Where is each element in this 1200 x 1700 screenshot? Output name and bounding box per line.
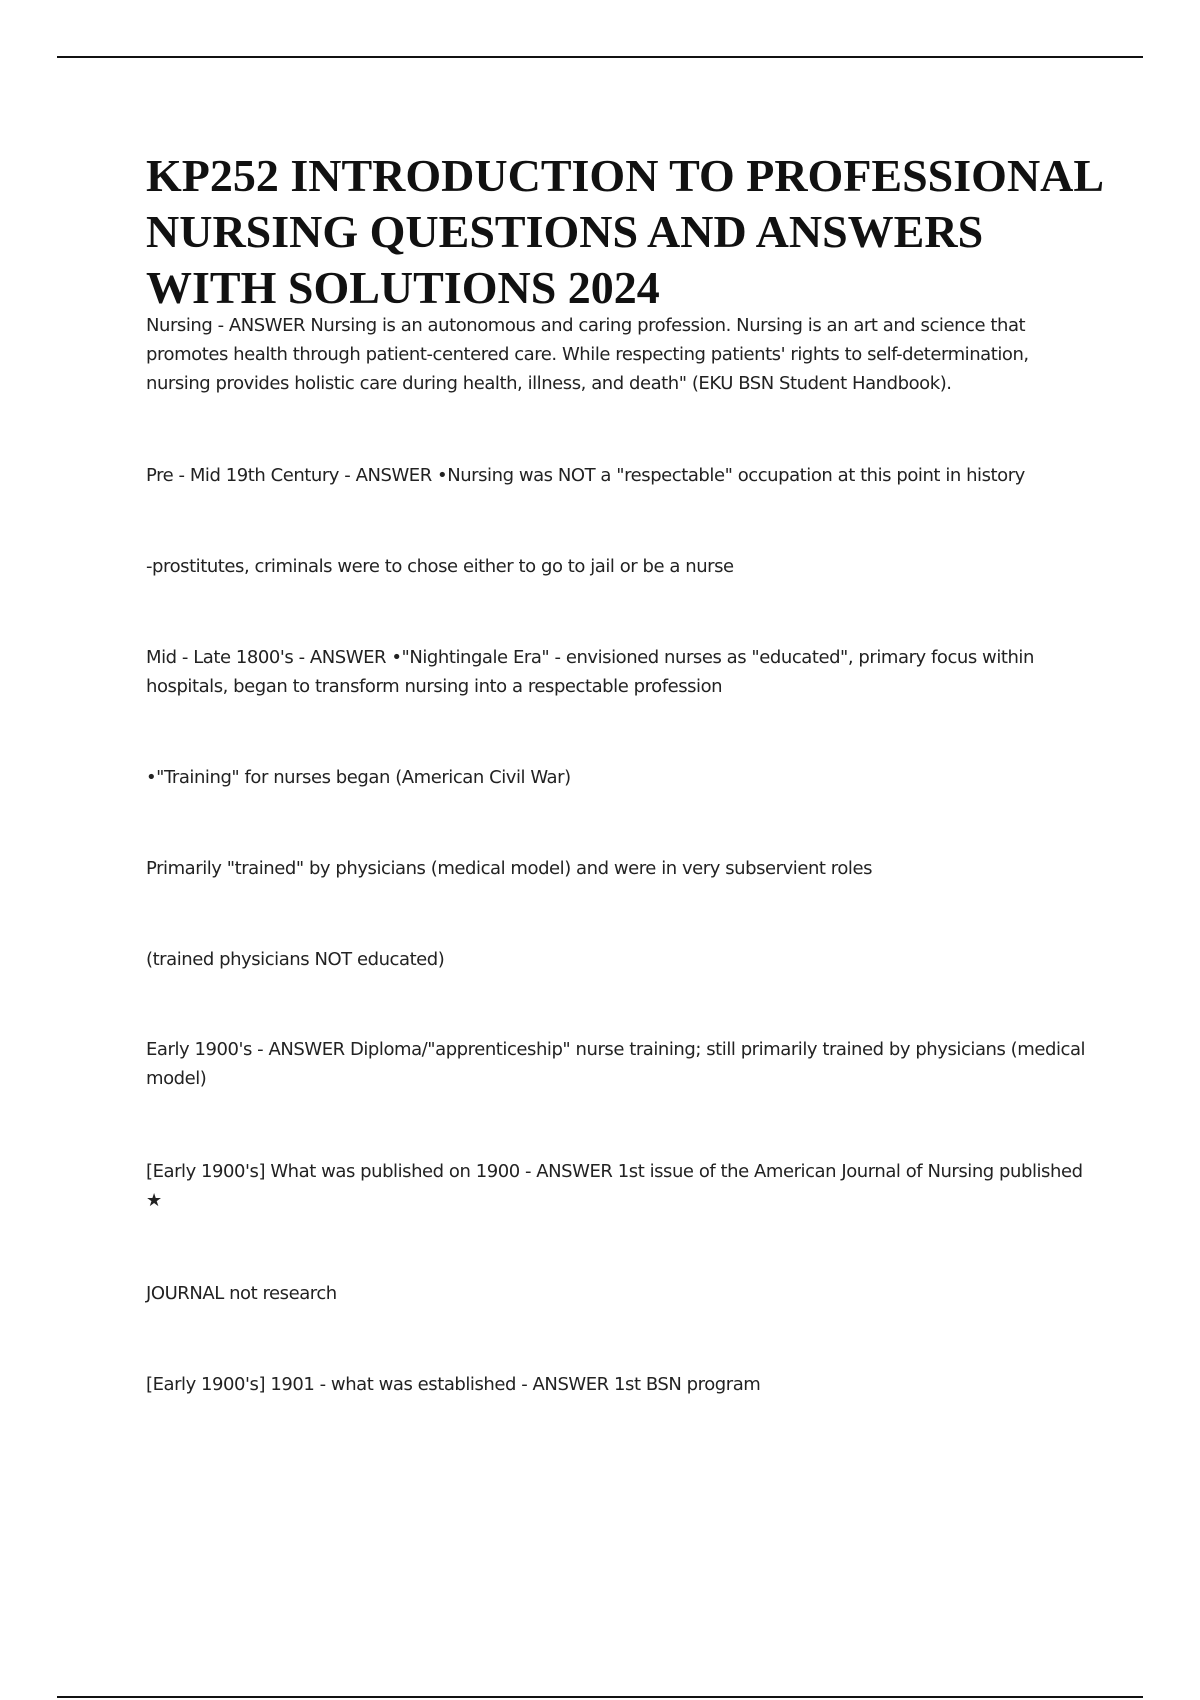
paragraph-training-began: •"Training" for nurses began (American Civil War): [146, 767, 571, 788]
paragraph-journal-published: [Early 1900's] What was published on 1900 - ANSWER 1st issue of the American Journal of Nursing published ★: [146, 1161, 1083, 1211]
paragraph-early-1900s: Early 1900's - ANSWER Diploma/"apprenticeship" nurse training; still primarily trained by physicians (medical model): [146, 1039, 1086, 1089]
paragraph-trained-not-educated: (trained physicians NOT educated): [146, 949, 445, 970]
bottom-rule: [57, 1696, 1143, 1698]
paragraph-mid-late-1800s: Mid - Late 1800's - ANSWER •"Nightingale Era" - envisioned nurses as "educated", primary focus within hospitals, began to transform nursing into a respectable profession: [146, 647, 1034, 697]
paragraph-primarily-trained: Primarily "trained" by physicians (medical model) and were in very subservient roles: [146, 858, 873, 879]
paragraph-first-bsn-program: [Early 1900's] 1901 - what was established - ANSWER 1st BSN program: [146, 1374, 761, 1395]
paragraph-journal-not-research: JOURNAL not research: [146, 1283, 337, 1304]
paragraph-pre-mid-19th-century: Pre - Mid 19th Century - ANSWER •Nursing was NOT a "respectable" occupation at this point in history: [146, 465, 1025, 486]
paragraph-nursing-definition: Nursing - ANSWER Nursing is an autonomous and caring profession. Nursing is an art and science that promotes health through patient-centered care. While respecting patients' rights to self-determination, nursing provides holistic care during health, illness, and death" (EKU BSN Student Handbook).: [146, 315, 1029, 394]
document-title: KP252 INTRODUCTION TO PROFESSIONAL NURSING QUESTIONS AND ANSWERS WITH SOLUTIONS 2024: [146, 150, 1102, 313]
top-rule: [57, 56, 1143, 58]
paragraph-prostitutes-criminals: -prostitutes, criminals were to chose either to go to jail or be a nurse: [146, 556, 734, 577]
